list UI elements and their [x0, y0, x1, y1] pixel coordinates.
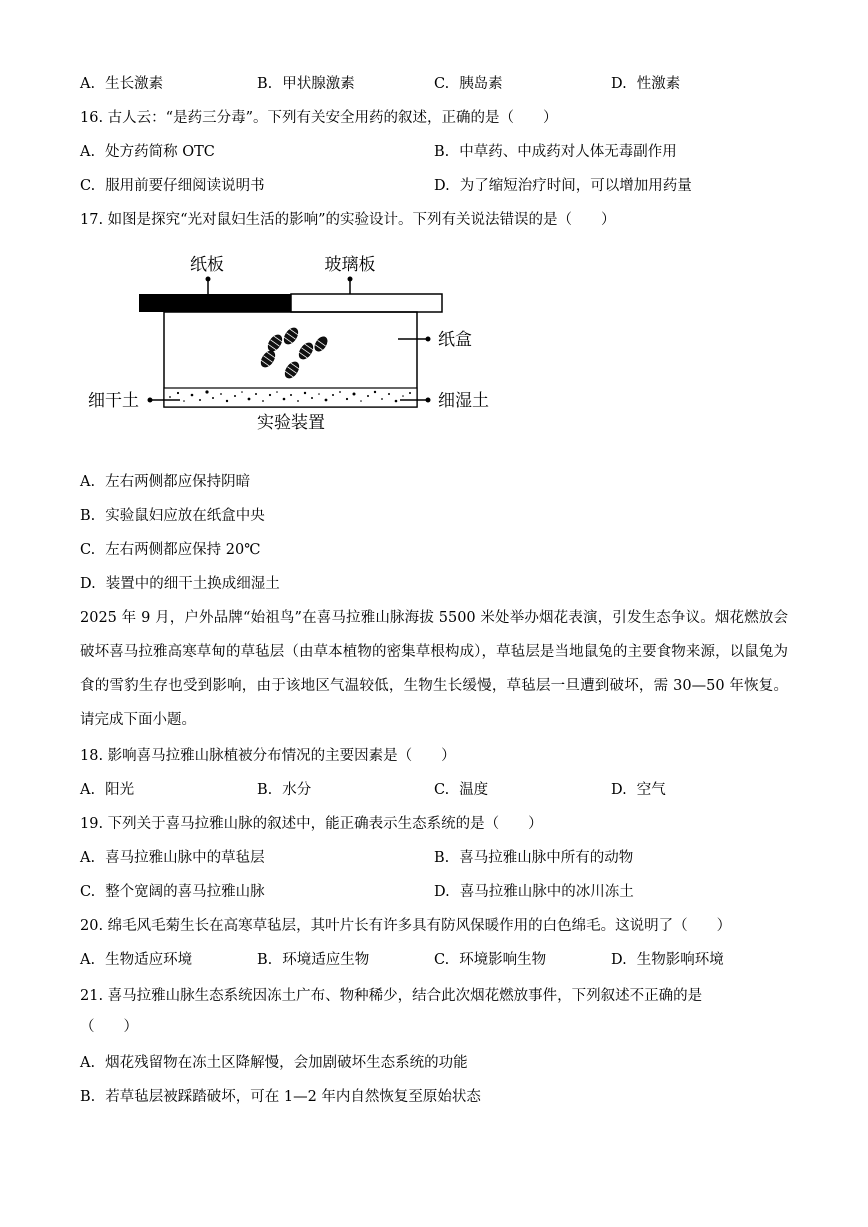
- q21-stem-continued: （ ）: [80, 1019, 138, 1035]
- q20-option-a: A. 生物适应环境: [80, 952, 193, 968]
- q21-option-b: B. 若草毡层被踩踏破坏，可在 1—2 年内自然恢复至原始状态: [80, 1089, 481, 1105]
- q16-option-d: D. 为了缩短治疗时间，可以增加用药量: [434, 178, 692, 194]
- q20-stem: 20. 绵毛风毛菊生长在高寒草毡层，其叶片长有许多具有防风保暖作用的白色绵毛。这说明了（ ）: [80, 918, 732, 934]
- q16-option-b: B. 中草药、中成药对人体无毒副作用: [434, 144, 677, 160]
- q15-option-d: D. 性激素: [611, 76, 681, 92]
- q16-stem: 16. 古人云：“是药三分毒”。下列有关安全用药的叙述，正确的是（ ）: [80, 110, 558, 126]
- label-paper-box: 纸盒: [438, 330, 472, 350]
- q18-stem: 18. 影响喜马拉雅山脉植被分布情况的主要因素是（ ）: [80, 748, 456, 764]
- q17-option-a: A. 左右两侧都应保持阴暗: [80, 474, 251, 490]
- q15-option-c: C. 胰岛素: [434, 76, 503, 92]
- q15-option-b: B. 甲状腺激素: [257, 76, 355, 92]
- label-glass: 玻璃板: [324, 255, 376, 275]
- pill-bugs: [258, 325, 329, 380]
- soil-layer: [164, 388, 417, 407]
- q18-option-b: B. 水分: [257, 782, 312, 798]
- q21-option-a: A. 烟花残留物在冻土区降解慢，会加剧破坏生态系统的功能: [80, 1055, 468, 1071]
- q18-option-c: C. 温度: [434, 782, 489, 798]
- label-wet-soil: 细湿土: [438, 391, 489, 411]
- q16-option-a: A. 处方药简称 OTC: [80, 144, 215, 160]
- q17-stem: 17. 如图是探究“光对鼠妇生活的影响”的实验设计。下列有关说法错误的是（ ）: [80, 212, 616, 228]
- q17-option-c: C. 左右两侧都应保持 20℃: [80, 542, 261, 558]
- cardboard-cover: [139, 294, 291, 312]
- q15-option-a: A. 生长激素: [80, 76, 164, 92]
- q20-option-c: C. 环境影响生物: [434, 952, 547, 968]
- q20-option-d: D. 生物影响环境: [611, 952, 724, 968]
- glass-cover: [291, 294, 442, 312]
- figure-caption: 实验装置: [257, 413, 325, 433]
- q19-stem: 19. 下列关于喜马拉雅山脉的叙述中，能正确表示生态系统的是（ ）: [80, 816, 543, 832]
- q20-option-b: B. 环境适应生物: [257, 952, 370, 968]
- q19-option-c: C. 整个宽阔的喜马拉雅山脉: [80, 884, 265, 900]
- label-dry-soil: 细干土: [88, 391, 139, 411]
- q19-option-a: A. 喜马拉雅山脉中的草毡层: [80, 850, 265, 866]
- q16-option-c: C. 服用前要仔细阅读说明书: [80, 178, 265, 194]
- q18-option-d: D. 空气: [611, 782, 666, 798]
- experiment-figure: [80, 248, 510, 438]
- passage-paragraph: 2025 年 9 月，户外品牌“始祖鸟”在喜马拉雅山脉海拔 5500 米处举办烟花表演，引发生态争议。烟花燃放会破坏喜马拉雅高寒草甸的草毡层（由草本植物的密集草根构成），草毡层是当地鼠兔的主要食物来源，以鼠兔为食的雪豹生存也受到影响，由于该地区气温较低，生物生长缓慢，草毡层一旦遭到破坏，需 30—50 年恢复。请完成下面小题。: [80, 610, 788, 728]
- q18-option-a: A. 阳光: [80, 782, 135, 798]
- q21-stem: 21. 喜马拉雅山脉生态系统因冻土广布、物种稀少，结合此次烟花燃放事件，下列叙述不正确的是: [80, 988, 703, 1004]
- label-cardboard: 纸板: [190, 255, 224, 275]
- q17-option-d: D. 装置中的细干土换成细湿土: [80, 576, 280, 592]
- q19-option-b: B. 喜马拉雅山脉中所有的动物: [434, 850, 634, 866]
- q17-option-b: B. 实验鼠妇应放在纸盒中央: [80, 508, 265, 524]
- q19-option-d: D. 喜马拉雅山脉中的冰川冻土: [434, 884, 634, 900]
